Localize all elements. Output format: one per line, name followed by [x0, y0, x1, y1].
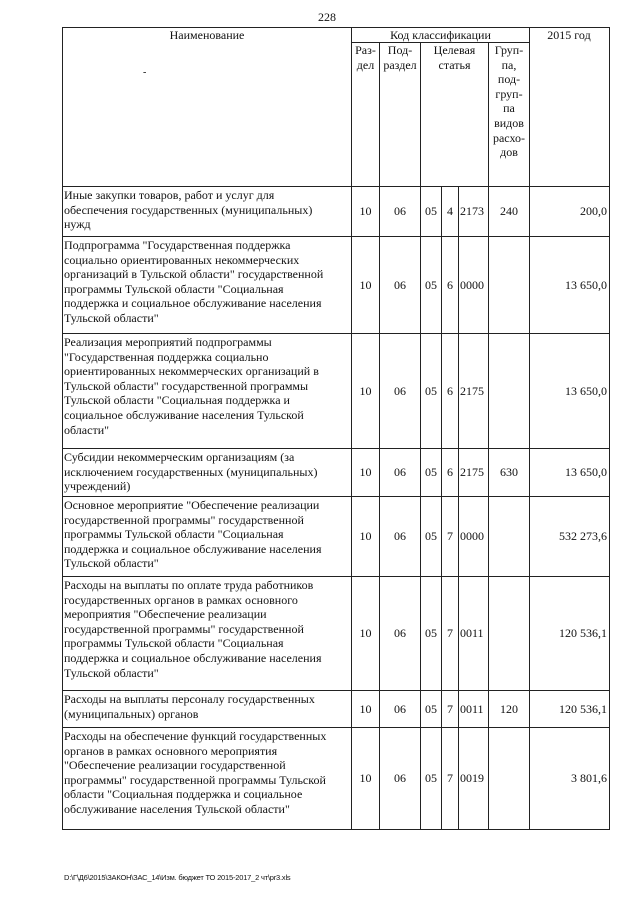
- row-podrazdel: 06: [394, 529, 406, 543]
- table-border-left: [62, 27, 63, 830]
- row-target-subprogram: 6: [447, 277, 453, 292]
- row-name: Расходы на выплаты персоналу государственных (муниципальных) органов: [64, 692, 315, 721]
- row-border: [62, 236, 610, 237]
- row-name: Расходы на обеспечение функций государственных органов в рамках основного мероприятия "Обеспечение реализации государственной программы" государственной программы Тульской области "Социальная поддержка и социальное обслуживание населения Тульской области": [64, 729, 327, 816]
- row-target-subprogram: 7: [447, 626, 453, 640]
- row-podrazdel: 06: [394, 701, 406, 716]
- row-target-direction: 0000: [460, 529, 484, 543]
- row-amount: 13 650,0: [565, 383, 607, 398]
- header-group: Груп- па, под- груп- па видов расхо- дов: [492, 43, 526, 160]
- row-razdel: 10: [359, 529, 372, 543]
- table-border-right: [609, 27, 610, 830]
- row-razdel: 10: [359, 465, 372, 479]
- row-target-direction: 2175: [460, 465, 484, 479]
- row-name: Расходы на выплаты по оплате труда работников государственных органов в рамках основного мероприятия "Обеспечение реализации государственной программы" государственной программы Тульской области "Социальная поддержка и социальное обслуживание населения Тульской области": [64, 578, 322, 680]
- row-razdel: 10: [359, 626, 372, 640]
- row-amount: 532 273,6: [559, 529, 607, 543]
- row-border: [62, 690, 610, 691]
- row-name: Подпрограмма "Государственная поддержка социально ориентированных некоммерческих организаций в Тульской области" государственной программы Тульской области "Социальная поддержка и социальное обслуживание населения Тульской области": [64, 238, 324, 325]
- row-target-program: 05: [425, 529, 437, 543]
- row-razdel: 10: [359, 771, 372, 785]
- header-bottom-border: [62, 186, 610, 187]
- row-border: [62, 727, 610, 728]
- row-target-subprogram: 7: [447, 771, 453, 785]
- row-name: Реализация мероприятий подпрограммы "Государственная поддержка социально ориентированных некоммерческих организаций в Тульской области" государственной программы Тульской области "Социальная поддержка и социальное обслуживание населения Тульской области": [64, 335, 319, 437]
- row-podrazdel: 06: [394, 465, 406, 479]
- row-amount: 3 801,6: [571, 771, 607, 785]
- row-razdel: 10: [359, 701, 372, 716]
- row-expense-group: 240: [500, 204, 518, 218]
- row-target-subprogram: 6: [447, 383, 453, 398]
- row-razdel: 10: [359, 383, 372, 398]
- row-target-subprogram: 4: [447, 204, 453, 218]
- page-number: 228: [318, 10, 336, 24]
- header-target: Целевая статья: [433, 43, 476, 72]
- row-amount: 120 536,1: [559, 626, 607, 640]
- row-target-program: 05: [425, 771, 437, 785]
- header-name: Наименование: [169, 28, 245, 42]
- file-path-footer: D:\Г\Д6\2015\ЗАКОН\ЗАС_14\Изм. бюджет ТО 2015-2017_2 чт\pr3.xls: [64, 873, 291, 882]
- row-target-program: 05: [425, 701, 437, 716]
- row-target-program: 05: [425, 277, 437, 292]
- row-name: Основное мероприятие "Обеспечение реализации государственной программы" государственной программы Тульской области "Социальная поддержка и социальное обслуживание населения Тульской области": [64, 498, 322, 571]
- header-podrazdel: Под- раздел: [383, 43, 417, 72]
- header-classification: Код классификации: [390, 28, 491, 42]
- row-target-program: 05: [425, 626, 437, 640]
- row-razdel: 10: [359, 277, 372, 292]
- row-target-direction: 0011: [460, 701, 484, 716]
- row-target-program: 05: [425, 204, 437, 218]
- header-year: 2015 год: [547, 28, 591, 42]
- row-amount: 200,0: [580, 204, 607, 218]
- row-target-program: 05: [425, 383, 437, 398]
- row-target-subprogram: 6: [447, 465, 453, 479]
- row-border: [62, 333, 610, 334]
- row-target-direction: 2175: [460, 383, 484, 398]
- row-border: [62, 448, 610, 449]
- row-amount: 120 536,1: [559, 701, 607, 716]
- row-name: Иные закупки товаров, работ и услуг для обеспечения государственных (муниципальных) нужд: [64, 188, 313, 232]
- row-amount: 13 650,0: [565, 277, 607, 292]
- row-border: [62, 829, 610, 830]
- header-dash: -: [143, 67, 147, 78]
- row-target-direction: 0019: [460, 771, 484, 785]
- table-border-top: [62, 27, 610, 28]
- row-target-direction: 2173: [460, 204, 484, 218]
- row-expense-group: 120: [500, 701, 518, 716]
- row-target-program: 05: [425, 465, 437, 479]
- row-border: [62, 496, 610, 497]
- row-razdel: 10: [359, 204, 372, 218]
- row-podrazdel: 06: [394, 626, 406, 640]
- column-divider: [458, 186, 459, 830]
- row-target-subprogram: 7: [447, 701, 453, 716]
- column-divider: [529, 27, 530, 830]
- row-name: Субсидии некоммерческим организациям (за исключением государственных (муниципальных) учреждений): [64, 450, 318, 494]
- row-target-direction: 0011: [460, 626, 484, 640]
- header-divider: [351, 42, 529, 43]
- row-border: [62, 576, 610, 577]
- row-podrazdel: 06: [394, 204, 406, 218]
- header-razdel: Раз- дел: [355, 43, 376, 72]
- row-target-subprogram: 7: [447, 529, 453, 543]
- row-podrazdel: 06: [394, 771, 406, 785]
- row-amount: 13 650,0: [565, 465, 607, 479]
- row-podrazdel: 06: [394, 383, 406, 398]
- row-podrazdel: 06: [394, 277, 406, 292]
- row-target-direction: 0000: [460, 277, 484, 292]
- row-expense-group: 630: [500, 465, 518, 479]
